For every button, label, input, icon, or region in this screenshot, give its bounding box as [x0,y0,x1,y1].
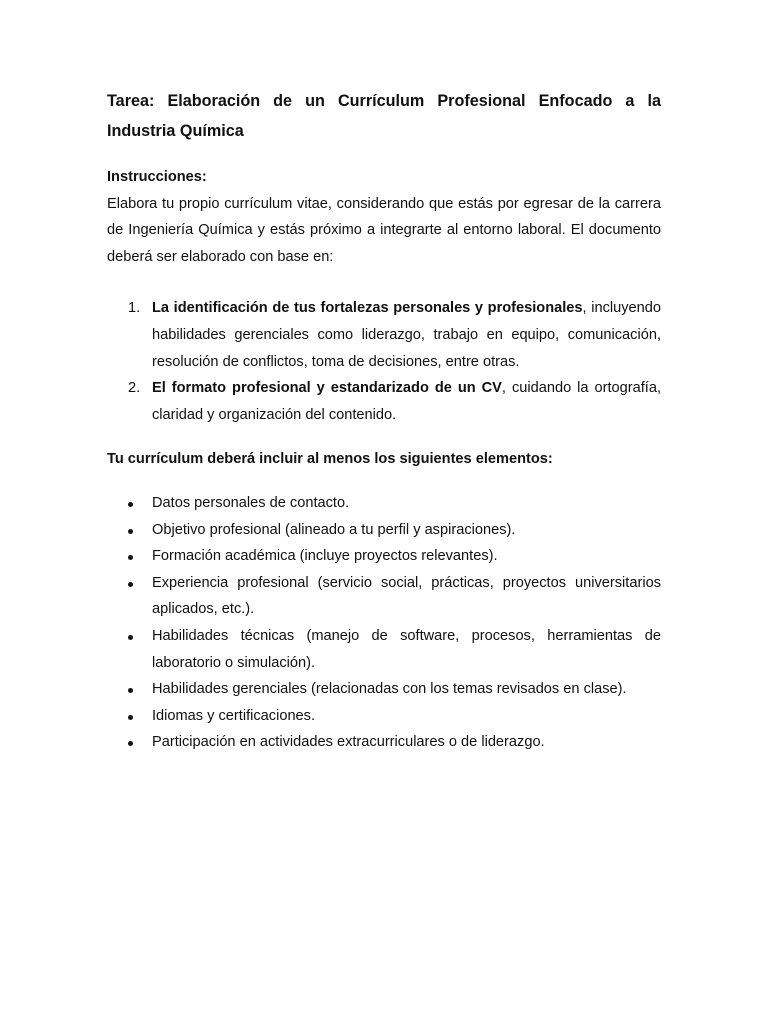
list-item-text: Objetivo profesional (alineado a tu perfil y aspiraciones). [152,521,516,538]
bullet-icon [128,555,133,560]
bullet-list [107,490,661,756]
item-text: , cuidando la ortografía, claridad y organización del contenido. [152,380,661,423]
numbered-item [107,375,661,428]
item-text: , incluyendo habilidades gerenciales como liderazgo, trabajo en equipo, comunicación, resolución de conflictos, toma de decisiones, entre otras. [152,300,661,370]
instructions-heading: Instrucciones: [107,169,207,185]
list-item-text: Formación académica (incluye proyectos relevantes). [152,548,498,565]
bullet-icon [128,502,133,507]
instructions-paragraph: Elabora tu propio currículum vitae, considerando que estás por egresar de la carrera de Ingeniería Química y estás próximo a integrarte al entorno laboral. El documento deberá ser elaborado con base en: [107,195,661,265]
list-item [107,703,661,730]
list-item-text: Habilidades gerenciales (relacionadas con los temas revisados en clase). [152,681,627,698]
item-bold-text: El formato profesional y estandarizado de un CV [152,380,502,397]
item-number: 1. [128,300,141,317]
elements-heading: Tu currículum deberá incluir al menos los siguientes elementos: [107,451,553,468]
bullet-icon [128,635,133,640]
list-item [107,570,661,623]
list-item-text: Participación en actividades extracurriculares o de liderazgo. [152,734,545,751]
bullet-icon [128,715,133,720]
list-item [107,729,661,756]
list-item [107,490,661,517]
list-item-text: Experiencia profesional (servicio social, prácticas, proyectos universitarios aplicados, etc.). [152,574,661,618]
document-title: Tarea: Elaboración de un Currículum Profesional Enfocado a la Industria Química [107,92,661,140]
list-item [107,517,661,544]
bullet-icon [128,529,133,534]
bullet-icon [128,688,133,693]
bullet-icon [128,582,133,587]
list-item-text: Datos personales de contacto. [152,494,350,511]
item-bold-text: La identificación de tus fortalezas personales y profesionales [152,300,583,317]
list-item [107,623,661,676]
item-number: 2. [128,380,141,397]
bullet-icon [128,741,133,746]
document-page [107,87,661,756]
list-item-text: Idiomas y certificaciones. [152,707,316,724]
numbered-item [107,295,661,375]
list-item-text: Habilidades técnicas (manejo de software, procesos, herramientas de laboratorio o simulación). [152,627,661,671]
list-item [107,676,661,703]
numbered-list [107,295,661,428]
list-item [107,543,661,570]
